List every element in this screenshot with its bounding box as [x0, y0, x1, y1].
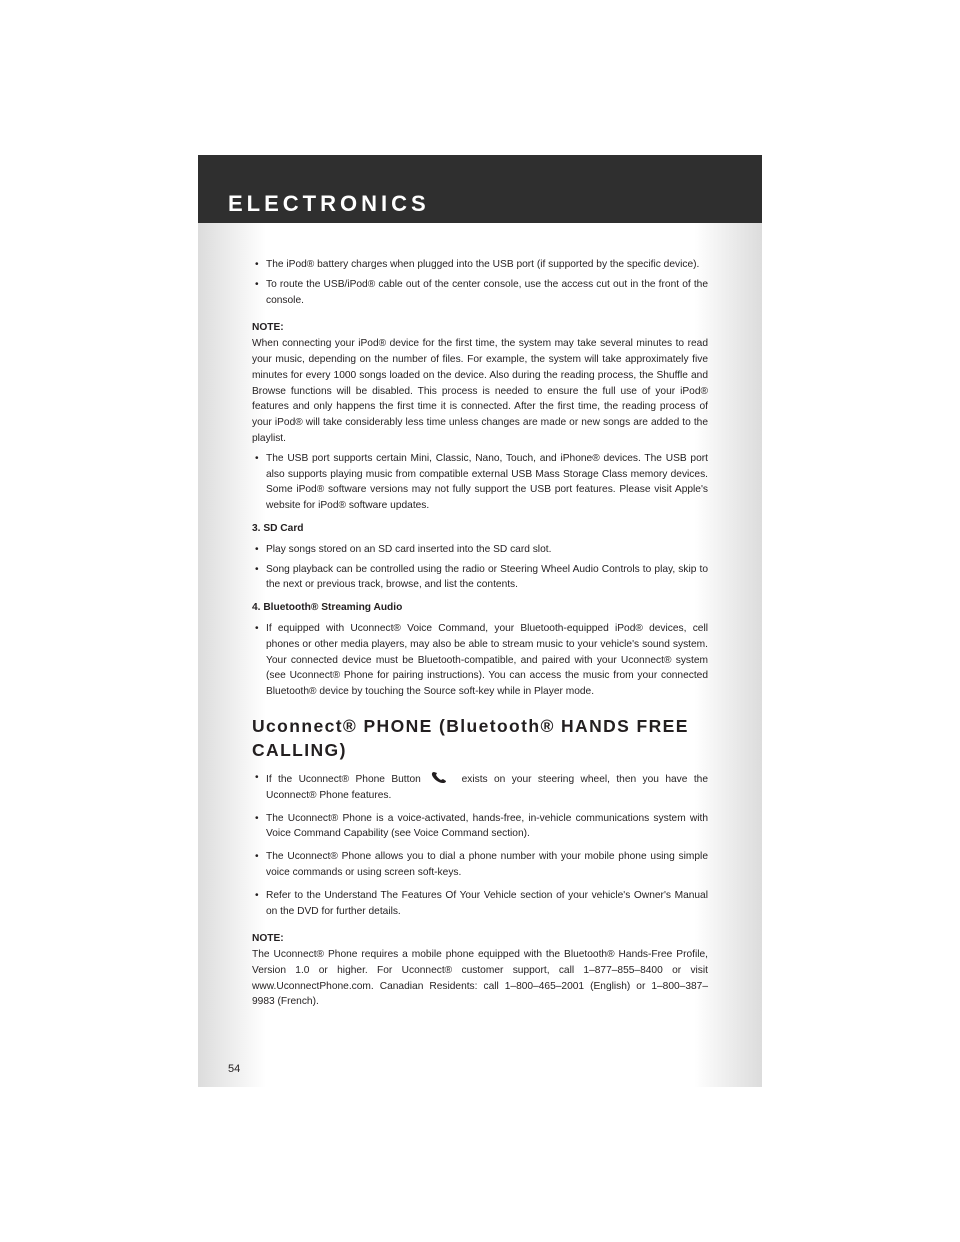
manual-page — [198, 155, 762, 1087]
bullet-item: • Play songs stored on an SD card inserted into the SD card slot. — [255, 543, 552, 555]
phone-icon — [427, 770, 455, 784]
bullet-item: • The iPod® battery charges when plugged into the USB port (if supported by the specific device). — [255, 259, 700, 270]
bullet-item: • If equipped with Uconnect® Voice Command, your Bluetooth-equipped iPod® devices, cell phones or other media players, may also be able to stream music to your vehicle's sound system. Your connected device must be Bluetooth-compatible, and paired with your Uconnect® system (see Uconnect® Phone for pairing instructions). You can access the music from your connected Bluetooth® device by touching the Source soft-key while in Player mode. — [255, 622, 708, 698]
bullet-item: • The Uconnect® Phone allows you to dial a phone number with your mobile phone using simple voice commands or using screen soft-keys. — [255, 851, 708, 878]
bullet-item: • The Uconnect® Phone is a voice-activated, hands-free, in-vehicle communications system with Voice Command Capability (see Voice Command section). — [255, 812, 708, 840]
note-text: The Uconnect® Phone requires a mobile phone equipped with the Bluetooth® Hands-Free Profile, Version 1.0 or higher. For Uconnect® customer support, call 1–877–855–8400 or visit www.UconnectPhone.com. Canadian Residents: call 1–800–465–2001 (English) or 1–800–387–9983 (French). — [252, 949, 708, 1008]
bullet-item: • To route the USB/iPod® cable out of the center console, use the access cut out in the front of the console. — [255, 278, 708, 306]
bullet-item: • If the Uconnect® Phone Button exists on your steering wheel, then you have the Uconnect® Phone features. — [255, 771, 708, 801]
subheading-sd-card: 3. SD Card — [252, 522, 304, 534]
section-heading-uconnect-phone: Uconnect® PHONE (Bluetooth® HANDS FREE CALLING) — [252, 715, 689, 760]
bullet-item: • Song playback can be controlled using the radio or Steering Wheel Audio Controls to play, skip to the next or previous track, browse, and list the contents. — [255, 563, 708, 591]
note-label: NOTE: — [252, 322, 284, 334]
bullet-item: • The USB port supports certain Mini, Classic, Nano, Touch, and iPhone® devices. The USB port also supports playing music from compatible external USB Mass Storage Class memory devices. Some iPod® software versions may not fully support the USB port features. Please visit Apple's website for iPod® software updates. — [255, 452, 708, 512]
bullet-item: • Refer to the Understand The Features Of Your Vehicle section of your vehicle's Owner's Manual on the DVD for further details. — [255, 889, 708, 917]
page-content — [252, 257, 708, 1010]
section-title: ELECTRONICS — [228, 191, 430, 216]
note-text: When connecting your iPod® device for the first time, the system may take several minutes to read your music, depending on the number of files. For example, the system will take approximately five minutes for every 1000 songs loaded on the device. Also during the reading process, the Shuffle and Browse functions will be disabled. This process is needed to ensure the full use of your iPod® features and only happens the first time it is connected. After the first time, the reading process of your iPod® will take considerably less time unless changes are made or new songs are added to the playlist. — [252, 338, 708, 444]
page-number: 54 — [228, 1063, 241, 1075]
note-label: NOTE: — [252, 933, 284, 945]
section-header-bar — [198, 155, 762, 223]
subheading-bluetooth-audio: 4. Bluetooth® Streaming Audio — [252, 602, 403, 614]
